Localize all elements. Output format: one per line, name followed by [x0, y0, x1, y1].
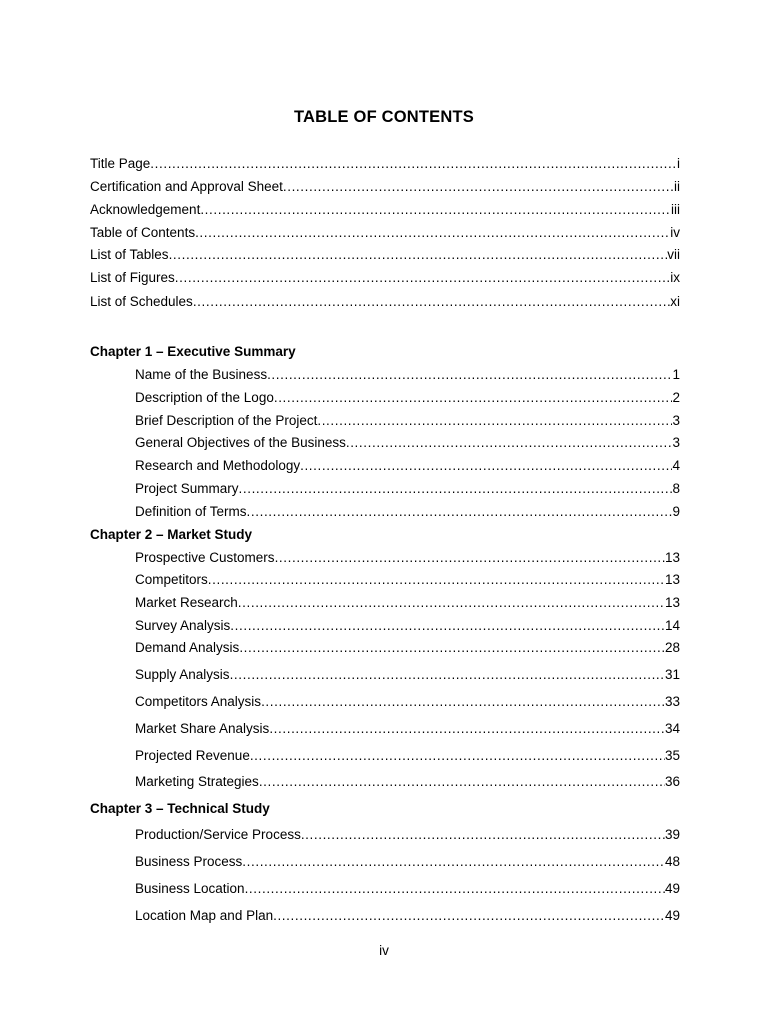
toc-leader-dots [208, 571, 665, 589]
toc-entry-page: 48 [664, 854, 680, 869]
toc-entry-page: 34 [664, 721, 680, 736]
toc-leader-dots [301, 826, 665, 844]
toc-entry-label: List of Tables [90, 247, 169, 262]
toc-entry [135, 480, 680, 498]
toc-entry-label: Acknowledgement [90, 202, 201, 217]
toc-entry [135, 853, 680, 871]
toc-entry-label: List of Figures [90, 270, 175, 285]
toc-entry [135, 457, 680, 475]
toc-entry-label: List of Schedules [90, 294, 193, 309]
toc-entry-label: Marketing Strategies [135, 774, 259, 789]
toc-leader-dots [317, 412, 672, 430]
toc-entry-page: 9 [672, 504, 680, 519]
toc-entry-label: Business Process [135, 854, 243, 869]
toc-entry-page: 33 [664, 694, 680, 709]
toc-leader-dots [242, 853, 665, 871]
toc-entry-label: Market Share Analysis [135, 721, 270, 736]
toc-entry-page: 2 [672, 390, 680, 405]
toc-leader-dots [150, 155, 677, 173]
toc-entry-page: 13 [664, 572, 680, 587]
toc-entry-label: General Objectives of the Business [135, 435, 346, 450]
toc-leader-dots [230, 617, 665, 635]
toc-entry [135, 412, 680, 430]
toc-entry-label: Name of the Business [135, 367, 268, 382]
toc-entry-label: Description of the Logo [135, 390, 274, 405]
toc-entry [90, 269, 680, 287]
chapter-heading: Chapter 1 – Executive Summary [90, 344, 296, 359]
toc-entry-label: Certification and Approval Sheet [90, 179, 283, 194]
toc-entry-page: 39 [664, 827, 680, 842]
footer-page-number: iv [379, 943, 389, 958]
toc-entry-page: i [677, 156, 680, 171]
toc-entry-label: Competitors [135, 572, 208, 587]
toc-entry-page: vii [667, 247, 680, 262]
toc-leader-dots [169, 246, 668, 264]
toc-entry [135, 639, 680, 657]
toc-entry-page: 28 [664, 640, 680, 655]
toc-entry-page: 35 [664, 748, 680, 763]
toc-entry-label: Competitors Analysis [135, 694, 262, 709]
toc-entry-page: 13 [664, 595, 680, 610]
toc-leader-dots [239, 480, 673, 498]
toc-entry [135, 747, 680, 765]
toc-entry-page: 3 [672, 413, 680, 428]
toc-leader-dots [245, 880, 665, 898]
toc-entry-page: ix [670, 270, 680, 285]
toc-leader-dots [238, 594, 665, 612]
toc-entry-label: Supply Analysis [135, 667, 230, 682]
toc-entry [135, 389, 680, 407]
toc-entry-page: 8 [672, 481, 680, 496]
toc-entry [135, 503, 680, 521]
toc-entry-label: Market Research [135, 595, 238, 610]
toc-entry [90, 155, 680, 173]
toc-entry-page: 49 [664, 908, 680, 923]
toc-entry-label: Business Location [135, 881, 245, 896]
toc-entry-page: xi [670, 294, 680, 309]
toc-leader-dots [346, 434, 673, 452]
toc-entry-label: Brief Description of the Project [135, 413, 318, 428]
toc-entry-label: Definition of Terms [135, 504, 247, 519]
chapter-heading: Chapter 3 – Technical Study [90, 801, 270, 816]
toc-entry-page: 49 [664, 881, 680, 896]
toc-leader-dots [274, 389, 673, 407]
toc-entry [90, 201, 680, 219]
toc-entry-page: 4 [672, 458, 680, 473]
toc-leader-dots [250, 747, 665, 765]
toc-entry-label: Title Page [90, 156, 151, 171]
toc-entry-page: iii [671, 202, 680, 217]
toc-entry [90, 293, 680, 311]
toc-entry [135, 366, 680, 384]
toc-entry-label: Demand Analysis [135, 640, 240, 655]
toc-leader-dots [275, 549, 665, 567]
toc-leader-dots [239, 639, 665, 657]
page-title: TABLE OF CONTENTS [293, 108, 474, 126]
toc-leader-dots [267, 366, 672, 384]
toc-leader-dots [300, 457, 672, 475]
toc-leader-dots [261, 693, 665, 711]
toc-leader-dots [230, 666, 665, 684]
toc-leader-dots [200, 201, 671, 219]
toc-entry [135, 549, 680, 567]
toc-leader-dots [283, 178, 674, 196]
toc-entry-label: Production/Service Process [135, 827, 301, 842]
toc-leader-dots [269, 720, 665, 738]
toc-entry-label: Location Map and Plan [135, 908, 274, 923]
toc-entry [135, 773, 680, 791]
toc-entry [135, 434, 680, 452]
toc-entry-label: Prospective Customers [135, 550, 275, 565]
toc-entry-page: 13 [664, 550, 680, 565]
toc-leader-dots [195, 224, 670, 242]
toc-entry [135, 594, 680, 612]
toc-entry [90, 246, 680, 264]
toc-entry-page: 14 [664, 618, 680, 633]
toc-entry [135, 720, 680, 738]
toc-leader-dots [247, 503, 673, 521]
toc-entry [135, 666, 680, 684]
toc-entry [135, 880, 680, 898]
toc-leader-dots [193, 293, 670, 311]
toc-entry-page: 31 [664, 667, 680, 682]
toc-entry [90, 224, 680, 242]
toc-entry-page: 36 [664, 774, 680, 789]
toc-entry-page: 3 [672, 435, 680, 450]
toc-entry-label: Research and Methodology [135, 458, 301, 473]
toc-entry-label: Project Summary [135, 481, 239, 496]
toc-entry-label: Projected Revenue [135, 748, 250, 763]
toc-entry [135, 907, 680, 925]
toc-entry-label: Survey Analysis [135, 618, 231, 633]
toc-entry-label: Table of Contents [90, 225, 196, 240]
toc-entry [135, 826, 680, 844]
toc-entry [135, 617, 680, 635]
toc-leader-dots [259, 773, 665, 791]
toc-leader-dots [175, 269, 670, 287]
toc-entry [135, 693, 680, 711]
chapter-heading: Chapter 2 – Market Study [90, 527, 253, 542]
toc-entry [90, 178, 680, 196]
toc-entry-page: iv [670, 225, 680, 240]
toc-entry [135, 571, 680, 589]
toc-entry-page: ii [674, 179, 680, 194]
toc-leader-dots [273, 907, 665, 925]
toc-entry-page: 1 [672, 367, 680, 382]
